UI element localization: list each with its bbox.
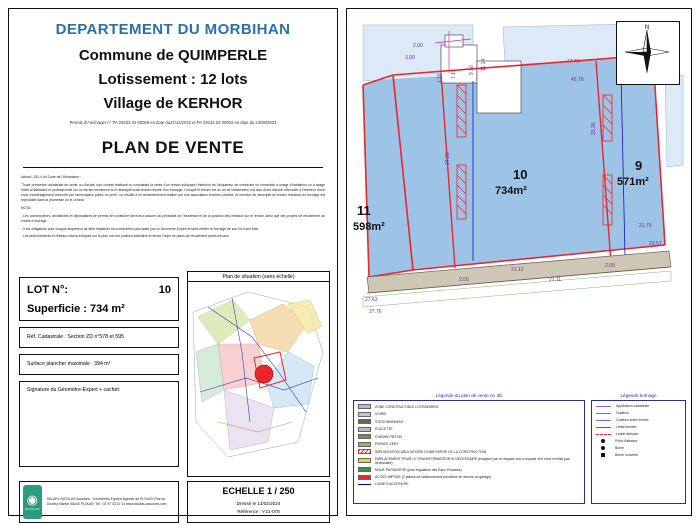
company-logo <box>23 485 42 519</box>
legend-label: Limite bornée <box>616 425 637 429</box>
cadastre-reference: Réf. Cadastrale : Section ZD n°578 et 595 <box>27 334 124 340</box>
legend-label: ESPACE VERT <box>375 442 399 446</box>
swatch-noue-paysagere <box>358 467 371 472</box>
legend-item <box>358 449 580 454</box>
legend-label: Borne nouvelle <box>615 453 638 457</box>
legend-item <box>596 439 681 443</box>
signature-label: Signature du Géomètre-Expert + cachet: <box>27 386 121 393</box>
compass-rose <box>616 21 680 85</box>
legend-item <box>596 446 681 450</box>
lot-number-11: 11 <box>357 203 371 218</box>
legend-label: CHEMIN PIETON <box>375 434 402 439</box>
department-title: DEPARTEMENT DU MORBIHAN <box>55 21 291 38</box>
legend-label: Application cadastrale <box>616 404 650 408</box>
lot-surface: Superficie : 734 m² <box>27 303 125 315</box>
scale-reference: Référence : Y21-078 <box>237 509 280 514</box>
legend-plan-title: Légende du plan de vente en 3D <box>435 393 503 398</box>
parcel-map <box>353 15 686 387</box>
lot-info-group <box>19 277 179 473</box>
legend-item <box>358 442 580 447</box>
surface-plancher: Surface plancher maximale : 394 m² <box>27 360 111 367</box>
lot-area-9: 571m² <box>617 176 649 188</box>
legend-label: EMPLACEMENT POUR LE TRANSFORMATEUR SI NECESSAIRE (emplacé par un espace vert si espace vert n'est ni initial pas nécessaire) <box>375 456 570 465</box>
dimension-17: 11.14 <box>481 58 487 71</box>
dimension-6: 2.09 <box>605 263 615 269</box>
situation-plan-map <box>188 282 329 472</box>
dimension-12: 23.57 <box>649 241 662 247</box>
legend-item <box>358 412 580 417</box>
dimension-7: 24.35 <box>445 152 451 165</box>
globe-icon: ◉ <box>26 492 38 507</box>
legend-label: VOIRIE <box>375 412 387 416</box>
situation-plan-box <box>187 271 330 477</box>
legends <box>353 393 686 511</box>
legend-label: ZONE CONSTRUCTIBLE LOTISSEMENT <box>375 404 439 409</box>
legend-item <box>358 404 580 409</box>
page-title: PLAN DE VENTE <box>101 138 245 157</box>
dimension-8: 2.00 <box>459 277 469 283</box>
legend-label: Limite divisoire <box>616 432 639 436</box>
legend-item <box>358 427 580 432</box>
line-cotation <box>596 413 611 414</box>
dimension-14: 1.16 <box>437 73 443 83</box>
dimension-3: 23.30 <box>591 122 597 135</box>
scale-title: ECHELLE 1 / 250 <box>222 486 295 496</box>
legend-label: Borne <box>615 446 625 450</box>
dimension-9: 27.63 <box>365 297 378 303</box>
swatch-stationnement <box>358 419 371 424</box>
legend-label: NOUE PAYSAGERE (pour régulation des Eaux Pluviales) <box>375 467 462 472</box>
legend-label: Cotation entre bornes <box>616 418 649 422</box>
legend-plan <box>353 393 585 504</box>
dimension-18: 3.90 <box>405 55 415 61</box>
lot-number-value: 10 <box>158 284 171 296</box>
legend-item <box>358 482 580 486</box>
lot-number-9: 9 <box>635 158 643 173</box>
surveyor-address: SELARL NICOLAS Associés - Géomètres-Experts Agence de PLOUAY Rue du Docteur Barthe 56240 PLOUAY Tél : 02 97 33 22 10 www.nicolas-associes.com <box>46 496 167 506</box>
svg-text:N: N <box>644 25 650 31</box>
legend-label: LIGNE D'ACCROCHE <box>375 482 409 486</box>
legend-item <box>596 432 681 436</box>
line-limite-divisoire <box>596 434 611 435</box>
legend-label: STATIONNEMENT <box>375 419 404 424</box>
scale-date: Dressé le 13/02/2024 <box>236 501 281 506</box>
legal-line-0: Article L152-4 du Code de l'Urbanisme : <box>21 175 82 179</box>
legend-label: PLACETTE <box>375 427 393 431</box>
legend-item <box>596 453 681 457</box>
legal-line-2: NOTA : <box>21 205 32 210</box>
legal-notice <box>21 175 325 239</box>
legend-bornage-box <box>591 400 686 504</box>
swatch-acces-impose <box>358 475 371 480</box>
legend-plan-box <box>353 400 585 504</box>
line-limite-bornee <box>596 427 611 428</box>
dimension-4: 21.12 <box>511 267 524 273</box>
borne-icon <box>601 446 605 450</box>
lotissement-title: Lotissement : 12 lots <box>98 71 248 88</box>
legend-item <box>358 434 580 439</box>
scale-box <box>187 481 330 523</box>
swatch-chemin-pieton <box>358 434 371 439</box>
swatch-voirie <box>358 412 371 417</box>
cadastre-box <box>19 327 179 348</box>
line-application-cadastrale <box>596 406 611 407</box>
legend-label: Point d'attache <box>615 439 638 443</box>
dimension-11: 21.79 <box>639 223 652 229</box>
compass-icon <box>617 22 677 82</box>
line-cotation-bornes <box>596 420 611 421</box>
legend-item <box>596 411 681 415</box>
swatch-transformateur <box>358 458 371 463</box>
dimension-2: 45.79 <box>571 77 584 83</box>
dimension-16: 9.16 <box>469 65 475 75</box>
surveyor-footer <box>19 481 179 523</box>
map-panel <box>346 8 692 516</box>
permis-reference: Permis d'Aménager n° PA 29233 22 00008 en date du22/12/2022 et PA 29233 23 00004 en date du 24/08/2023 <box>69 120 277 125</box>
dimension-0: 2.00 <box>413 43 423 49</box>
point-attache-icon <box>601 439 605 443</box>
legend-item <box>358 419 580 424</box>
signature-box <box>19 381 179 467</box>
swatch-placette <box>358 427 371 432</box>
legend-bornage <box>591 393 686 504</box>
commune-title: Commune de QUIMPERLE <box>78 47 268 64</box>
title-divider <box>23 167 323 168</box>
dimension-1: -47.79- <box>565 59 581 65</box>
legend-item <box>358 467 580 472</box>
village-title: Village de KERHOR <box>103 95 243 112</box>
swatch-espace-vert <box>358 442 371 447</box>
situation-map-svg <box>188 282 329 472</box>
legend-bornage-title: Légende bornage <box>620 393 657 398</box>
legend-label: IMPLANTATION OBLIGATOIRE D'UNE PARTIE DE LA CONSTRUCTION <box>375 449 487 454</box>
lot-number-10: 10 <box>513 167 528 182</box>
legend-item <box>596 404 681 408</box>
dimension-15: 7.12 <box>451 69 457 79</box>
situation-plan-title: Plan de situation (sans échelle) <box>188 272 329 282</box>
swatch-ligne-accroche <box>358 484 371 485</box>
legal-line-3: - Les constructeurs, architectes et dépositaires de permis de construire devront s'assurer au préalable de l'existence et de la position des réseaux sur le terrain, ainsi que des projets de recolement au maître d'ouvrage. <box>21 213 325 223</box>
dimension-10: 27.76 <box>369 309 382 315</box>
swatch-implantation-obligatoire <box>358 449 371 454</box>
plancher-box <box>19 354 179 375</box>
legend-item <box>596 425 681 429</box>
borne-nouvelle-icon <box>601 453 605 457</box>
legal-line-1: "Toute promesse unilatérale de vente ou d'achat, tout contrat réalisant ou constatant la vente d'un terrain indiquant l'intention de l'acquéreur de construire un immeuble à usage d'habitation ou à usage mixte d'habitation et professionnel sur ce terrain mentionne si le descriptif dudit terrain résulte d'un bornage. Lorsque le terrain est un lot de lotissement, est issu d'une division effectuée à l'intérieur d'une zone d'aménagement concerté par l'aménageur public ou privé, ou résulte d'un remembrement réalisé par une association foncière urbaine, la mention du descriptif du terrain résultant du bornage est reproduite dans la promesse ou le contrat." <box>21 182 325 202</box>
legal-line-5: - Les branchements et réseaux divers indiqués sur le plan ont une position indicative et feront l'objet de plans de recolement après travaux. <box>21 234 230 239</box>
legend-label: ACCES IMPOSE (2 places de stationnement privatives en dehors du garage) <box>375 475 492 479</box>
legend-item <box>596 418 681 422</box>
legend-item <box>358 475 580 480</box>
legend-item <box>358 457 580 465</box>
lot-summary-box <box>19 277 179 321</box>
lot-number-label: LOT N°: <box>27 284 69 296</box>
dimension-5: 21.11 <box>549 277 562 283</box>
title-block-panel <box>8 8 338 516</box>
legend-label: Cotation <box>616 411 629 415</box>
swatch-zone-constructible <box>358 404 371 409</box>
lot-area-10: 734m² <box>495 185 527 197</box>
legal-line-4: - Il est obligatoire pour chaque acquéreur de faire implanter sa construction principale par un Géomètre-Expert et faire vérifier le bornage de son lot à ses frais. <box>21 226 260 231</box>
lot-area-11: 598m² <box>353 221 385 233</box>
logo-name: NICOLAS <box>25 507 40 511</box>
